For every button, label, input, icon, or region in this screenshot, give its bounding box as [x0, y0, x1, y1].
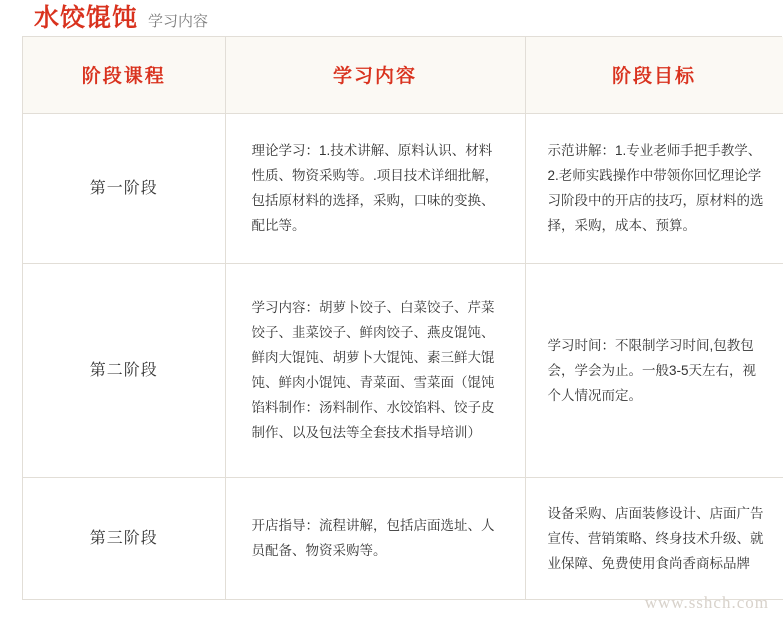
table-header-row — [23, 37, 783, 113]
page-subtitle: 学习内容 — [148, 13, 209, 30]
brand-title: 水饺馄饨 — [34, 4, 139, 32]
stage-content: 开店指导：流程讲解，包括店面选址、人员配备、物资采购等。 — [225, 477, 525, 599]
table-body — [23, 113, 783, 599]
stage-goal: 示范讲解：1.专业老师手把手教学、2.老师实践操作中带领你回忆理论学习阶段中的开店的技巧，原材料的选择，采购，成本、预算。 — [525, 113, 783, 263]
column-header-stage: 阶段课程 — [23, 37, 225, 113]
page-header — [12, 0, 783, 36]
stage-label: 第三阶段 — [23, 477, 225, 599]
stage-label: 第二阶段 — [23, 263, 225, 477]
left-rail — [0, 0, 11, 619]
course-table-wrapper — [22, 36, 782, 600]
stage-content: 学习内容：胡萝卜饺子、白菜饺子、芹菜饺子、韭菜饺子、鲜肉饺子、燕皮馄饨、鲜肉大馄饨、胡萝卜大馄饨、素三鲜大馄饨、鲜肉小馄饨、青菜面、雪菜面（馄饨馅料制作：汤料制作、水饺馅料、饺子皮制作、以及包法等全套技术指导培训） — [225, 263, 525, 477]
table-head — [23, 37, 783, 113]
watermark: www.sshch.com — [644, 593, 769, 612]
column-header-goal: 阶段目标 — [525, 37, 783, 113]
table-row — [23, 477, 783, 599]
stage-label: 第一阶段 — [23, 113, 225, 263]
stage-content: 理论学习：1.技术讲解、原料认识、材料性质、物资采购等。.项目技术详细批解，包括原材料的选择，采购，口味的变换、配比等。 — [225, 113, 525, 263]
stage-goal: 设备采购、店面装修设计、店面广告宣传、营销策略、终身技术升级、就业保障、免费使用食尚香商标品牌 — [525, 477, 783, 599]
stage-goal: 学习时间：不限制学习时间,包教包会，学会为止。一般3-5天左右，视个人情况而定。 — [525, 263, 783, 477]
column-header-content: 学习内容 — [225, 37, 525, 113]
table-row — [23, 263, 783, 477]
table-row — [23, 113, 783, 263]
course-table — [23, 37, 783, 600]
